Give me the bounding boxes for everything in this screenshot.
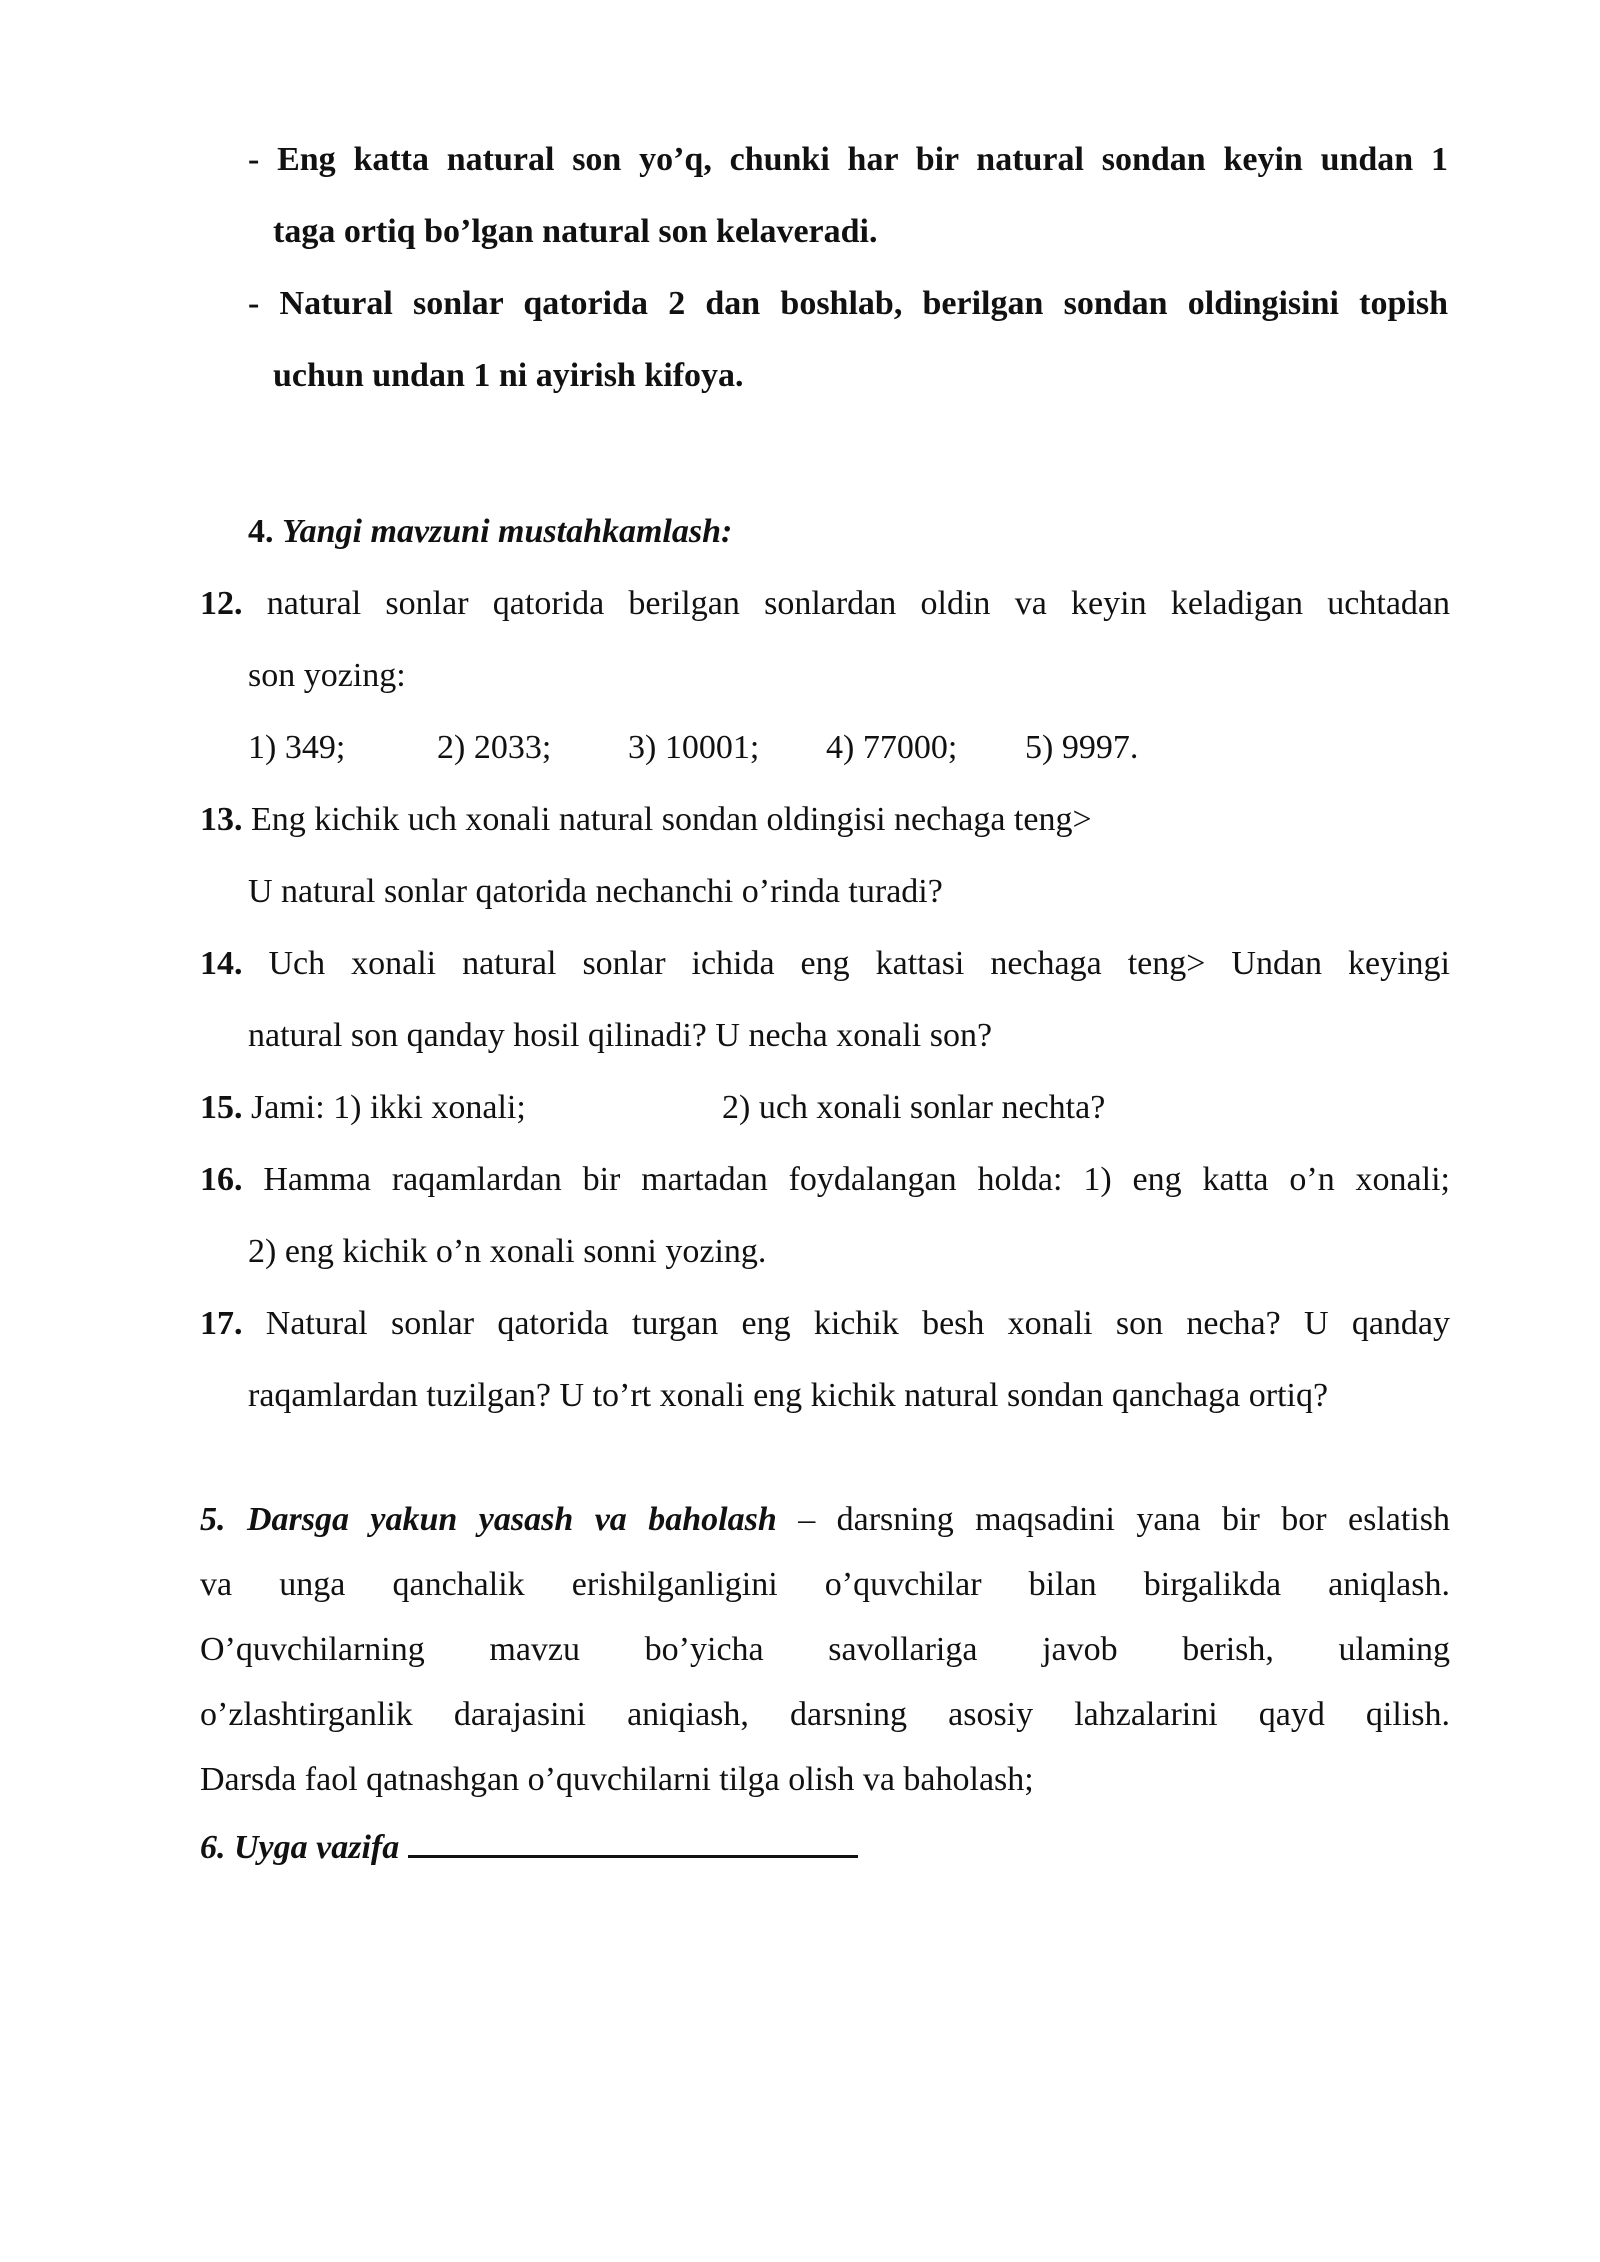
exercise-12-number: 12.: [200, 585, 243, 622]
section-6: [200, 1825, 858, 1868]
section-5-title: 5. Darsga yakun yasash va baholash: [200, 1501, 777, 1538]
exercise-12: [200, 584, 1450, 624]
exercise-13: [200, 800, 1092, 840]
exercise-14-number: 14.: [200, 945, 243, 982]
exercise-13-cont: U natural sonlar qatorida nechanchi o’rinda turadi?: [248, 873, 943, 910]
exercise-15: [200, 1088, 526, 1128]
exercise-16: [200, 1160, 1450, 1200]
section-5-line-2: va unga qanchalik erishilganligini o’quvchilar bilan birgalikda aniqlash.: [200, 1566, 1450, 1603]
exercise-17: [200, 1304, 1450, 1344]
exercise-17-cont: raqamlardan tuzilgan? U to’rt xonali eng kichik natural sondan qanchaga ortiq?: [248, 1377, 1329, 1414]
bold-point-1: - Eng katta natural son yo’q, chunki har bir natural sondan keyin undan 1: [248, 141, 1448, 178]
exercise-13-text: Eng kichik uch xonali natural sondan oldingisi nechaga teng>: [251, 801, 1092, 838]
exercise-16-number: 16.: [200, 1161, 243, 1198]
homework-blank-line: [408, 1825, 858, 1858]
section-5-line-4: o’zlashtirganlik darajasini aniqiash, darsning asosiy lahzalarini qayd qilish.: [200, 1696, 1450, 1733]
section-4-number: 4.: [248, 513, 274, 550]
section-5-text-1: – darsning maqsadini yana bir bor eslatish: [798, 1501, 1450, 1538]
section-5-line-3: O’quvchilarning mavzu bo’yicha savollariga javob berish, ulaming: [200, 1631, 1450, 1668]
exercise-14-text: Uch xonali natural sonlar ichida eng kattasi nechaga teng> Undan keyingi: [268, 945, 1450, 982]
exercise-12-option-2: 2) 2033;: [437, 729, 552, 766]
section-5-line-5: Darsda faol qatnashgan o’quvchilarni tilga olish va baholash;: [200, 1761, 1034, 1798]
exercise-16-text: Hamma raqamlardan bir martadan foydalangan holda: 1) eng katta o’n xonali;: [263, 1161, 1450, 1198]
exercise-12-option-1: 1) 349;: [248, 729, 346, 766]
exercise-15-part-2: 2) uch xonali sonlar nechta?: [722, 1089, 1106, 1126]
exercise-12-text: natural sonlar qatorida berilgan sonlardan oldin va keyin keladigan uchtadan: [266, 585, 1450, 622]
bold-point-1-cont: taga ortiq bo’lgan natural son kelaveradi.: [273, 213, 878, 250]
exercise-12-option-5: 5) 9997.: [1025, 729, 1139, 766]
exercise-15-part-1: Jami: 1) ikki xonali;: [251, 1089, 526, 1126]
section-4-heading: [248, 512, 732, 552]
bold-point-2: - Natural sonlar qatorida 2 dan boshlab, berilgan sondan oldingisini topish: [248, 285, 1448, 322]
exercise-17-number: 17.: [200, 1305, 243, 1342]
exercise-14: [200, 944, 1450, 984]
section-5-line-1: [200, 1500, 1450, 1540]
section-4-title: Yangi mavzuni mustahkamlash:: [282, 513, 733, 550]
exercise-16-cont: 2) eng kichik o’n xonali sonni yozing.: [248, 1233, 767, 1270]
exercise-12-option-4: 4) 77000;: [826, 729, 958, 766]
exercise-14-cont: natural son qanday hosil qilinadi? U necha xonali son?: [248, 1017, 993, 1054]
bold-point-2-cont: uchun undan 1 ni ayirish kifoya.: [273, 357, 744, 394]
exercise-13-number: 13.: [200, 801, 243, 838]
exercise-12-cont: son yozing:: [248, 657, 406, 694]
exercise-17-text: Natural sonlar qatorida turgan eng kichik besh xonali son necha? U qanday: [265, 1305, 1450, 1342]
exercise-15-number: 15.: [200, 1089, 243, 1126]
exercise-12-options: [248, 728, 345, 768]
exercise-12-option-3: 3) 10001;: [628, 729, 760, 766]
section-6-title: 6. Uygа vazifa: [200, 1829, 400, 1866]
